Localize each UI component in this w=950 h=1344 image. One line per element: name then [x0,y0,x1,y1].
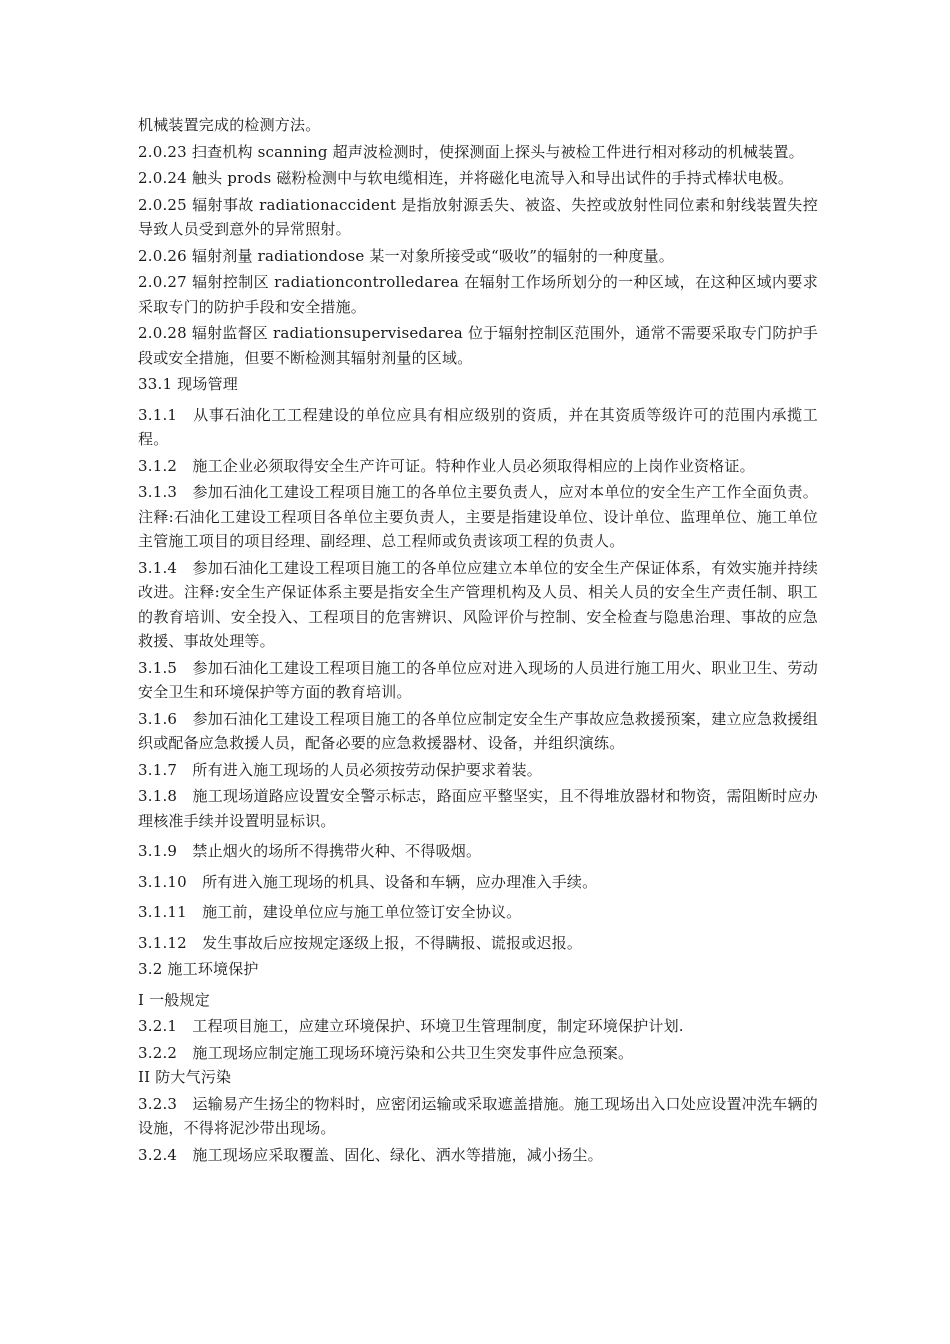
paragraph-2-0-27: 2.0.27 辐射控制区 radiationcontrolledarea 在辐射工作场所划分的一种区域，在这种区域内要求采取专门的防护手段和安全措施。 [138,273,818,316]
paragraph-2-0-23: 2.0.23 扫查机构 scanning 超声波检测时，使探测面上探头与被检工件进行相对移动的机械装置。 [138,142,804,161]
paragraph-3-1-3: 3.1.3 参加石油化工建设工程项目施工的各单位主要负责人，应对本单位的安全生产工作全面负责。注释:石油化工建设工程项目各单位主要负责人，主要是指建设单位、设计单位、监理单位、施工单位主管施工项目的项目经理、副经理、总工程师或负责该项工程的负责人。 [138,483,818,550]
paragraph-3-1-7: 3.1.7 所有进入施工现场的人员必须按劳动保护要求着装。 [138,760,542,779]
paragraph-3-1-1: 3.1.1 从事石油化工工程建设的单位应具有相应级别的资质，并在其资质等级许可的范围内承揽工程。 [138,405,818,448]
paragraph-3-2-4: 3.2.4 施工现场应采取覆盖、固化、绿化、洒水等措施，减小扬尘。 [138,1145,603,1164]
paragraph-3-2-2: 3.2.2 施工现场应制定施工现场环境污染和公共卫生突发事件应急预案。 [138,1043,634,1062]
section-heading-3-2: 3.2 施工环境保护 [138,960,259,978]
paragraph-3-1-6: 3.1.6 参加石油化工建设工程项目施工的各单位应制定安全生产事故应急救援预案，建立应急救援组织或配备应急救援人员，配备必要的应急救援器材、设备，并组织演练。 [138,709,818,752]
paragraph-continuation: 机械装置完成的检测方法。 [138,116,321,134]
paragraph-3-1-8: 3.1.8 施工现场道路应设置安全警示标志，路面应平整坚实，且不得堆放器材和物资，需阻断时应办理核准手续并设置明显标识。 [138,787,818,830]
paragraph-3-1-5: 3.1.5 参加石油化工建设工程项目施工的各单位应对进入现场的人员进行施工用火、职业卫生、劳动安全卫生和环境保护等方面的教育培训。 [138,658,818,701]
paragraph-3-2-3: 3.2.3 运输易产生扬尘的物料时，应密闭运输或采取遮盖措施。施工现场出入口处应设置冲洗车辆的设施，不得将泥沙带出现场。 [138,1094,818,1137]
paragraph-2-0-28: 2.0.28 辐射监督区 radiationsupervisedarea 位于辐射控制区范围外，通常不需要采取专门防护手段或安全措施，但要不断检测其辐射剂量的区域。 [138,324,818,367]
subsection-heading-air-pollution: II 防大气污染 [138,1068,232,1086]
paragraph-3-1-4: 3.1.4 参加石油化工建设工程项目施工的各单位应建立本单位的安全生产保证体系，有效实施并持续改进。注释:安全生产保证体系主要是指安全生产管理机构及人员、相关人员的安全生产责任制、职工的教育培训、安全投入、工程项目的危害辨识、风险评价与控制、安全检查与隐患治理、事故的应急救援、事故处理等。 [138,558,818,650]
paragraph-3-1-10: 3.1.10 所有进入施工现场的机具、设备和车辆，应办理准入手续。 [138,872,598,891]
paragraph-3-1-11: 3.1.11 施工前，建设单位应与施工单位签订安全协议。 [138,903,522,921]
paragraph-3-1-2: 3.1.2 施工企业必须取得安全生产许可证。特种作业人员必须取得相应的上岗作业资格证。 [138,456,755,475]
paragraph-3-1-12: 3.1.12 发生事故后应按规定逐级上报，不得瞒报、谎报或迟报。 [138,933,583,952]
paragraph-2-0-24: 2.0.24 触头 prods 磁粉检测中与软电缆相连，并将磁化电流导入和导出试件的手持式棒状电极。 [138,169,794,187]
paragraph-3-2-1: 3.2.1 工程项目施工，应建立环境保护、环境卫生管理制度，制定环境保护计划. [138,1017,684,1035]
document-page [138,113,818,1167]
paragraph-2-0-26: 2.0.26 辐射剂量 radiationdose 某一对象所接受或“吸收”的辐射的一种度量。 [138,246,674,265]
paragraph-2-0-25: 2.0.25 辐射事故 radiationaccident 是指放射源丢失、被盗、失控或放射性同位素和射线装置失控导致人员受到意外的异常照射。 [138,195,818,238]
paragraph-3-1-9: 3.1.9 禁止烟火的场所不得携带火种、不得吸烟。 [138,842,482,860]
section-heading-3-1: 33.1 现场管理 [138,375,238,393]
subsection-heading-general: I 一般规定 [138,990,210,1009]
